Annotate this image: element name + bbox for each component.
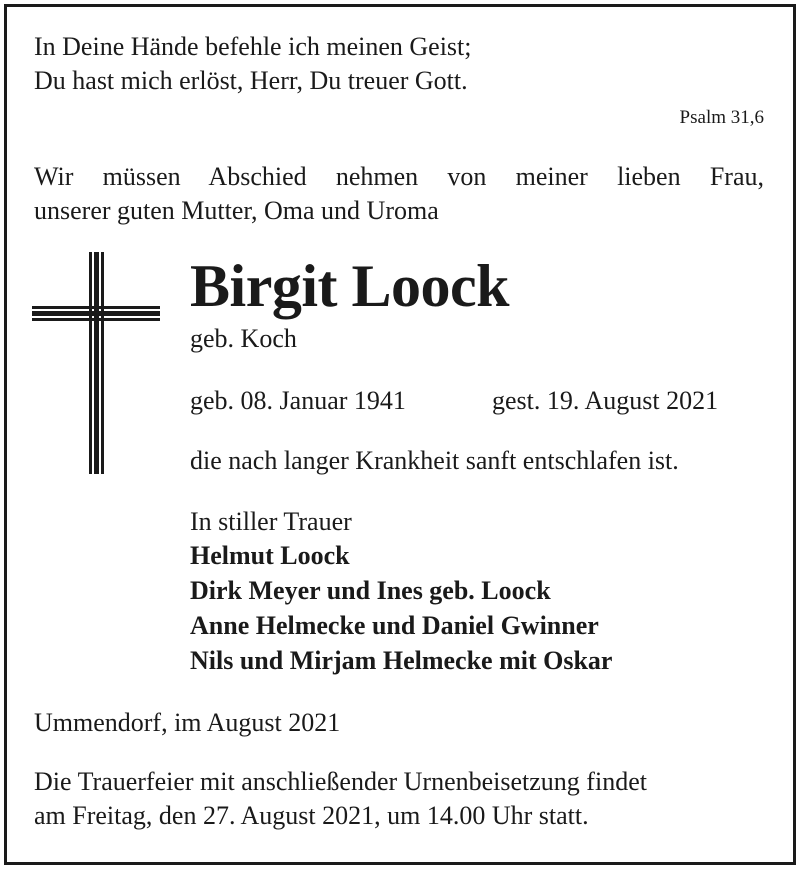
birth-date: geb. 08. Januar 1941 (190, 386, 406, 415)
deceased-name: Birgit Loock (190, 253, 509, 319)
cross-icon (30, 250, 162, 476)
mourner-name: Nils und Mirjam Helmecke mit Oskar (190, 646, 613, 675)
mourner-name: Dirk Meyer und Ines geb. Loock (190, 576, 551, 605)
funeral-line-1: Die Trauerfeier mit anschließender Urnenbeisetzung findet (34, 767, 647, 796)
verse-line-2: Du hast mich erlöst, Herr, Du treuer Gott. (34, 66, 468, 95)
mourner-name: Helmut Loock (190, 541, 350, 570)
death-remark: die nach langer Krankheit sanft entschlafen ist. (190, 446, 679, 475)
verse-reference: Psalm 31,6 (679, 107, 764, 128)
maiden-name: geb. Koch (190, 324, 297, 353)
death-date: gest. 19. August 2021 (492, 386, 719, 415)
place-and-date: Ummendorf, im August 2021 (34, 708, 341, 737)
intro-line-1: Wir müssen Abschied nehmen von meiner lieben Frau, (34, 162, 764, 191)
verse-line-1: In Deine Hände befehle ich meinen Geist; (34, 32, 472, 61)
mourner-name: Anne Helmecke und Daniel Gwinner (190, 611, 599, 640)
funeral-line-2: am Freitag, den 27. August 2021, um 14.00 Uhr statt. (34, 801, 589, 830)
mourning-heading: In stiller Trauer (190, 507, 352, 536)
intro-line-2: unserer guten Mutter, Oma und Uroma (34, 196, 439, 225)
